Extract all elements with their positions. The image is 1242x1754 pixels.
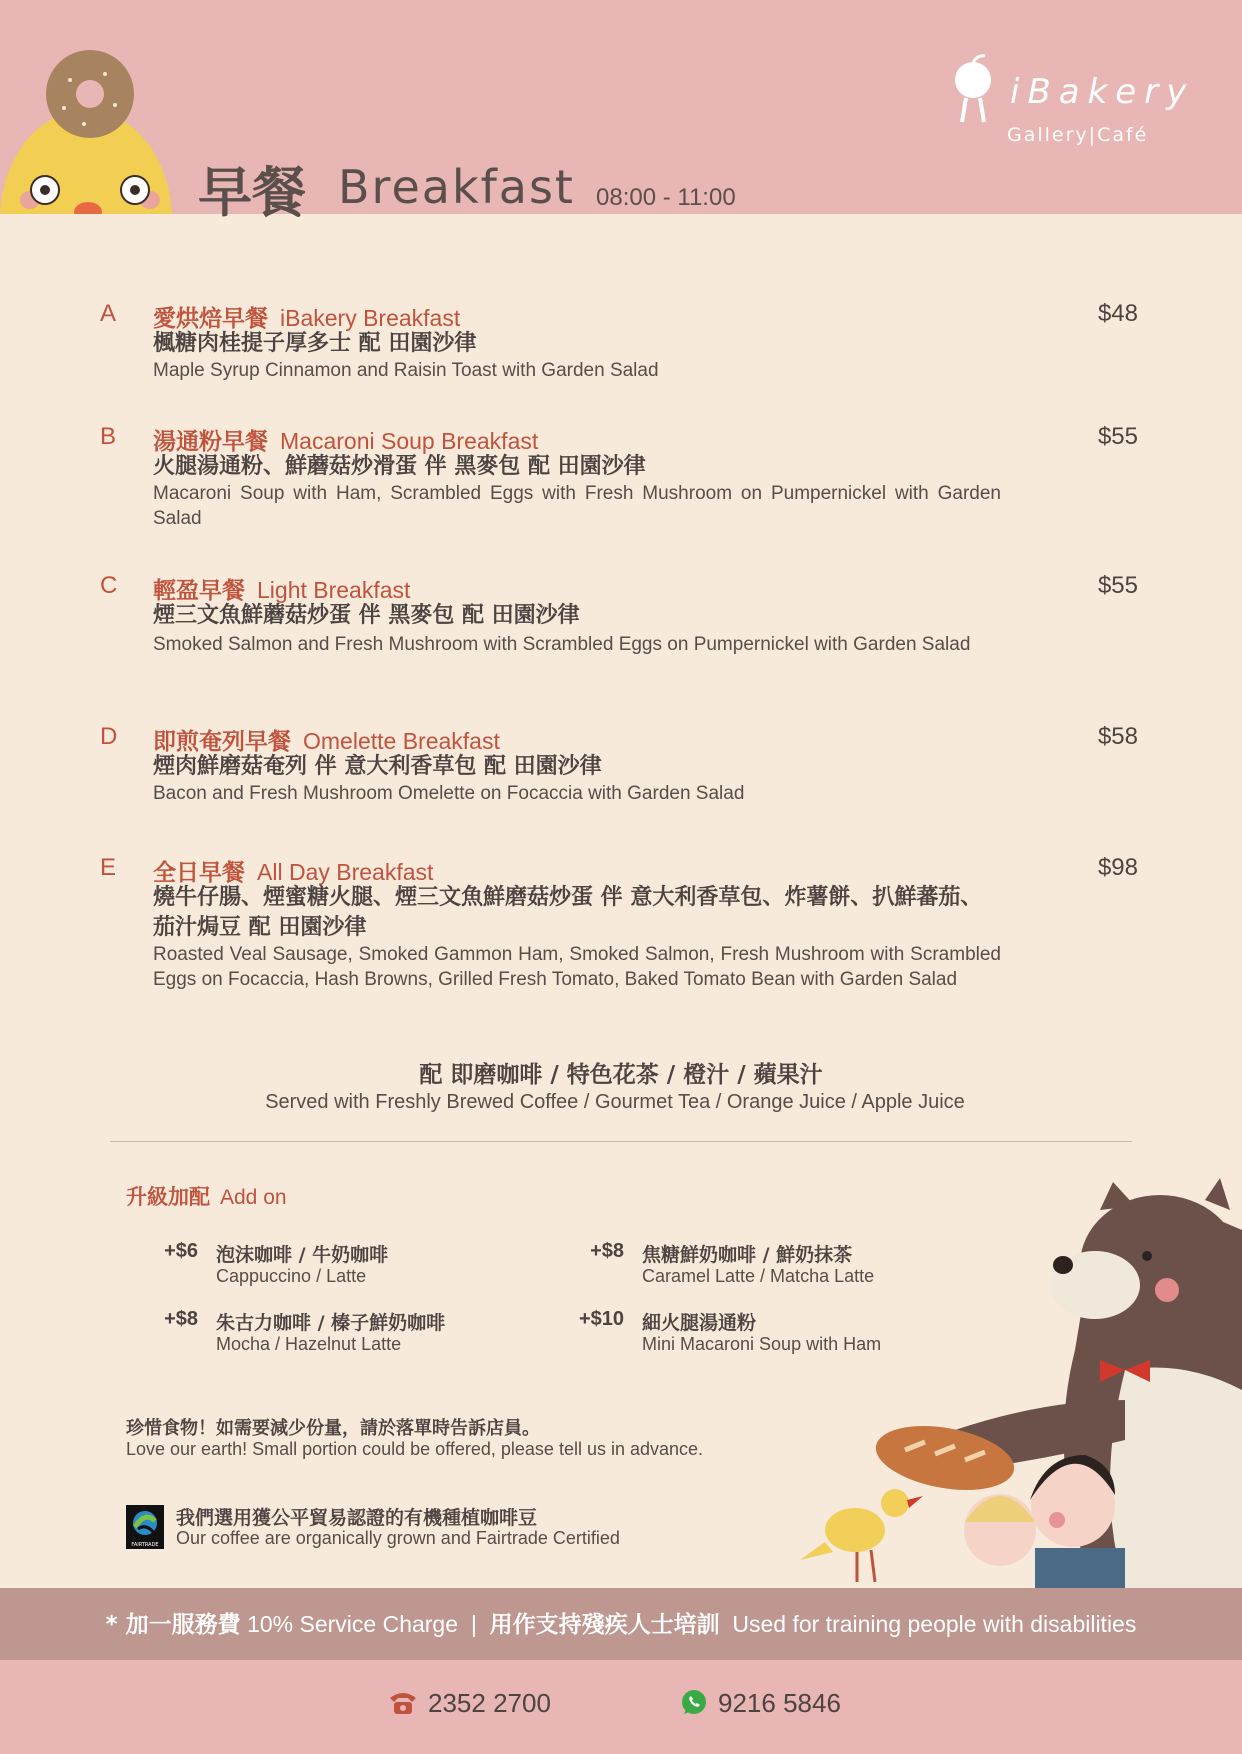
addon-name-zh: 細火腿湯通粉: [642, 1312, 757, 1334]
item-description-zh: 楓糖肉桂提子厚多士 配 田園沙律: [153, 331, 477, 356]
item-description-zh: 燒牛仔腸、煙蜜糖火腿、煙三文魚鮮磨菇炒蛋 伴 意大利香草包、炸薯餅、扒鮮蕃茄、茄汁焗豆 配 田園沙律: [153, 885, 983, 940]
item-letter: E: [100, 854, 117, 881]
addon-item: [164, 1308, 616, 1358]
item-letter: D: [100, 723, 118, 750]
menu-header: [0, 0, 1242, 224]
svg-text:FAIRTRADE: FAIRTRADE: [131, 1542, 159, 1548]
bear-bread-children-illustration: [795, 1170, 1242, 1588]
telephone-icon: [388, 1690, 418, 1716]
item-price: $98: [1097, 854, 1138, 881]
item-letter: C: [100, 572, 118, 599]
opening-hours: 08:00 - 11:00: [596, 184, 736, 211]
page-title-en: Breakfast: [338, 160, 575, 214]
section-divider: [110, 1141, 1132, 1142]
item-price: $55: [1097, 423, 1138, 450]
item-letter: B: [100, 423, 117, 450]
addon-price: +$8: [164, 1308, 198, 1330]
item-description-en: Maple Syrup Cinnamon and Raisin Toast with Garden Salad: [153, 360, 659, 381]
item-name: 輕盈早餐 Light Breakfast: [153, 577, 411, 604]
fairtrade-note-zh: 我們選用獲公平貿易認證的有機種植咖啡豆: [176, 1507, 538, 1529]
item-price: $48: [1097, 300, 1138, 327]
portion-note-en: Love our earth! Small portion could be offered, please tell us in advance.: [126, 1439, 704, 1459]
addon-name-en: Mocha / Hazelnut Latte: [216, 1334, 402, 1354]
addon-name-zh: 朱古力咖啡 / 榛子鮮奶咖啡: [216, 1312, 446, 1334]
addon-price: +$6: [164, 1240, 198, 1262]
phone-number: 2352 2700: [428, 1688, 551, 1718]
addon-name-en: Caramel Latte / Matcha Latte: [642, 1266, 875, 1286]
item-letter: A: [100, 300, 117, 327]
served-with-zh: 配 即磨咖啡 / 特色花茶 / 橙汁 / 蘋果汁: [419, 1062, 823, 1088]
whatsapp-icon: [680, 1688, 708, 1716]
addon-name-zh: 焦糖鮮奶咖啡 / 鮮奶抹茶: [642, 1244, 853, 1266]
fairtrade-note-en: Our coffee are organically grown and Fairtrade Certified: [176, 1528, 620, 1548]
item-description-zh: 煙三文魚鮮蘑菇炒蛋 伴 黑麥包 配 田園沙律: [153, 603, 580, 628]
logo-subtitle: Gallery|Café: [1007, 124, 1149, 146]
item-price: $58: [1097, 723, 1138, 750]
item-name: 湯通粉早餐 Macaroni Soup Breakfast: [153, 428, 539, 455]
item-price: $55: [1097, 572, 1138, 599]
addon-price: +$10: [578, 1308, 624, 1330]
phone-contact[interactable]: [388, 1688, 551, 1719]
item-description-zh: 火腿湯通粉、鮮蘑菇炒滑蛋 伴 黑麥包 配 田園沙律: [153, 454, 646, 479]
item-name: 即煎奄列早餐 Omelette Breakfast: [153, 728, 500, 755]
whatsapp-number: 9216 5846: [718, 1688, 841, 1718]
service-charge-banner: * 加一服務費 10% Service Charge | 用作支持殘疾人士培訓 Used for training people with disabilities: [0, 1588, 1242, 1660]
item-description-en: Bacon and Fresh Mushroom Omelette on Focaccia with Garden Salad: [153, 783, 745, 804]
item-name: 全日早餐 All Day Breakfast: [153, 859, 434, 886]
item-description-en: Smoked Salmon and Fresh Mushroom with Scrambled Eggs on Pumpernickel with Garden Salad: [153, 634, 971, 655]
portion-note-zh: 珍惜食物！如需要減少份量，請於落單時告訴店員。: [126, 1418, 540, 1439]
page-title-zh: 早餐: [198, 161, 306, 224]
whatsapp-contact[interactable]: [680, 1688, 841, 1719]
donut-chick-mascot-illustration: [0, 50, 175, 214]
logo-wordmark: iBakery: [1010, 72, 1195, 112]
contact-footer: [0, 1660, 1242, 1754]
addon-item: [164, 1240, 616, 1290]
item-description-en: Roasted Veal Sausage, Smoked Gammon Ham, Smoked Salmon, Fresh Mushroom with Scrambled Eggs on Focaccia, Hash Browns, Grilled Fresh Tomato, Baked Tomato Bean with Garden Salad: [153, 944, 1001, 990]
addon-name-en: Cappuccino / Latte: [216, 1266, 367, 1286]
item-description-zh: 煙肉鮮磨菇奄列 伴 意大利香草包 配 田園沙律: [153, 754, 602, 779]
fairtrade-logo-icon: [126, 1505, 164, 1549]
addon-name-en: Mini Macaroni Soup with Ham: [642, 1334, 882, 1354]
item-name: 愛烘焙早餐 iBakery Breakfast: [153, 305, 461, 332]
addon-heading: 升級加配 Add on: [126, 1185, 287, 1209]
addon-name-zh: 泡沫咖啡 / 牛奶咖啡: [216, 1244, 389, 1266]
item-description-en: Macaroni Soup with Ham, Scrambled Eggs with Fresh Mushroom on Pumpernickel with Garden Salad: [153, 483, 1001, 529]
addon-price: +$8: [590, 1240, 624, 1262]
served-with-en: Served with Freshly Brewed Coffee / Gourmet Tea / Orange Juice / Apple Juice: [265, 1091, 965, 1113]
